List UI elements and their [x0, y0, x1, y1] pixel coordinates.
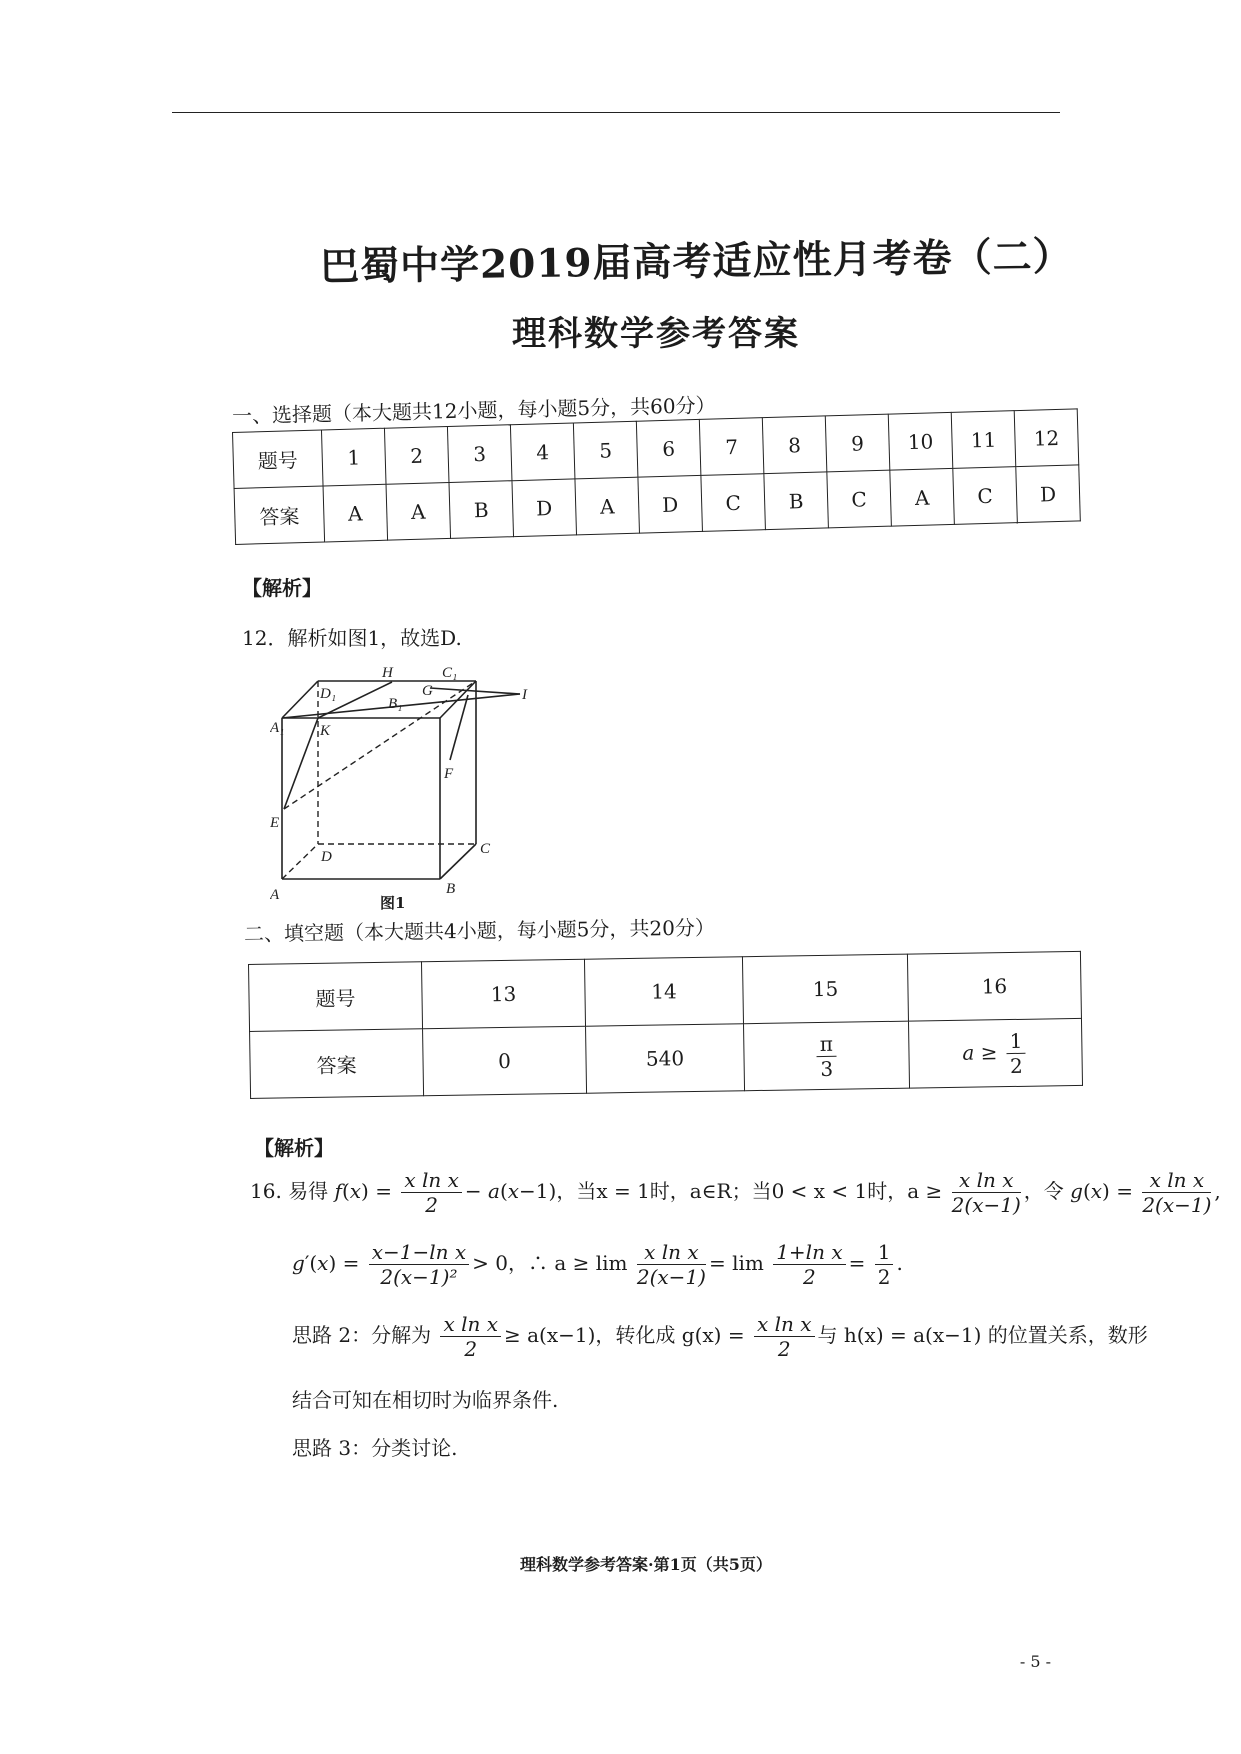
answer-cell: C — [701, 474, 766, 532]
table-row — [250, 1018, 1083, 1098]
q16-text: = lim — [708, 1251, 764, 1275]
question-number: 12 — [1014, 409, 1079, 467]
label-H: H — [382, 665, 393, 681]
label-A: A — [270, 887, 280, 903]
q16-line2: g′(x) = $\frac{\text{x−1−ln x}}{\text{2(x−1)²}}$ > 0，∴ a ≥ lim $\frac{\text{x ln x}}{2(x-1)}$ = lim $\frac{\text{1+ln x}}{2}$ = $\frac{1}{2}$ . — [292, 1240, 903, 1289]
figure-caption: 图1 — [380, 894, 406, 912]
answer-cell: B — [764, 472, 829, 530]
label-A1: A₁ — [270, 720, 285, 736]
question-number: 4 — [510, 423, 575, 481]
row-header: 题号 — [233, 430, 324, 488]
answer-cell: A — [323, 484, 388, 542]
q16-text: = — [848, 1251, 866, 1275]
question-number: 16 — [907, 951, 1081, 1021]
question-number: 2 — [384, 426, 449, 484]
answer-cell-a-ge-half: a ≥ $\frac{1}{2}$ — [908, 1018, 1082, 1088]
question-number: 13 — [421, 959, 585, 1029]
question-number: 6 — [636, 419, 701, 477]
fill-answer-table — [248, 951, 1083, 1099]
question-number: 5 — [573, 421, 638, 479]
q16-line1: 16. 易得 f(x) = $\frac{\text{x ln x}}{2}$ − a(x−1)，当x = 1时，a∈R；当0 < x < 1时，a ≥ $\frac{\text{x ln x}}{2(x-1)}$ ，令 g(x) = $\frac{\text{x ln x}}{2(x-1)}$ , — [250, 1168, 1221, 1217]
analysis-label-2: 【解析】 — [254, 1136, 334, 1160]
answer-cell: C — [953, 467, 1018, 525]
label-K: K — [320, 723, 331, 739]
q16-approach3: 思路 3：分类讨论. — [292, 1436, 458, 1460]
question-number: 15 — [742, 954, 908, 1024]
answer-cell: D — [638, 475, 703, 533]
answer-cell: C — [827, 470, 892, 528]
question-number: 10 — [888, 412, 953, 470]
answer-cell: A — [575, 477, 640, 535]
answer-cell-pi-over-3: $\frac{\pi}{3}$ — [743, 1021, 909, 1091]
q12-analysis: 12．解析如图1，故选D. — [242, 626, 462, 650]
q16-text: ，∴ a ≥ lim — [508, 1251, 628, 1275]
answer-header: 答案 — [234, 486, 325, 544]
answer-cell: A — [386, 482, 451, 540]
row-header: 题号 — [249, 962, 423, 1032]
question-number: 7 — [699, 418, 764, 476]
q16-approach2: 思路 2：分解为 $\frac{\text{x ln x}}{2}$ ≥ a(x−1)，转化成 g(x) = $\frac{\text{x ln x}}{2}$ 与 h(x) = a(x−1) 的位置关系，数形 — [292, 1312, 1148, 1361]
label-B: B — [446, 881, 456, 897]
page-footer: 理科数学参考答案·第1页（共5页） — [520, 1555, 772, 1574]
label-F: F — [444, 766, 454, 782]
answer-header: 答案 — [250, 1029, 424, 1099]
answer-cell: A — [890, 468, 955, 526]
answer-cell: B — [449, 481, 514, 539]
question-number: 3 — [447, 425, 512, 483]
q16-text: ≥ a(x−1)，转化成 g(x) = — [504, 1323, 745, 1347]
section2-heading: 二、填空题（本大题共4小题，每小题5分，共20分） — [243, 915, 716, 946]
section1-heading: 一、选择题（本大题共12小题，每小题5分，共60分） — [231, 393, 716, 428]
label-D1: D₁ — [320, 686, 337, 702]
choice-answer-table — [232, 408, 1081, 545]
label-B1: B₁ — [388, 696, 403, 712]
label-G: G — [422, 683, 433, 699]
q16-text: ，令 — [1023, 1179, 1071, 1203]
analysis-label: 【解析】 — [242, 576, 322, 600]
answer-cell: 0 — [423, 1026, 587, 1096]
question-number: 8 — [762, 416, 827, 474]
answer-cell: D — [1016, 465, 1081, 523]
q16-text: 与 h(x) = a(x−1) 的位置关系，数形 — [817, 1323, 1148, 1347]
page-title: 巴蜀中学2019届高考适应性月考卷（二） — [319, 233, 1073, 290]
label-C: C — [480, 841, 491, 857]
page-subtitle: 理科数学参考答案 — [512, 314, 800, 354]
label-I: I — [522, 687, 527, 703]
label-E: E — [270, 815, 280, 831]
question-number: 1 — [321, 428, 386, 486]
cube-figure — [270, 665, 550, 905]
answer-cell: 540 — [586, 1024, 745, 1093]
label-C1: C₁ — [442, 665, 458, 681]
question-number: 11 — [951, 411, 1016, 469]
page-number: - 5 - — [1019, 1652, 1051, 1671]
top-rule — [172, 112, 1060, 113]
q16-approach2-cont: 结合可知在相切时为临界条件. — [292, 1388, 559, 1412]
label-D: D — [321, 849, 332, 865]
question-number: 14 — [584, 957, 743, 1026]
q16-text: ，当x = 1时，a∈R；当0 < x < 1时，a ≥ — [556, 1179, 943, 1203]
q16-text: 16. 易得 — [250, 1179, 335, 1203]
q16-text: 思路 2：分解为 — [292, 1323, 432, 1347]
answer-cell: D — [512, 479, 577, 537]
question-number: 9 — [825, 414, 890, 472]
